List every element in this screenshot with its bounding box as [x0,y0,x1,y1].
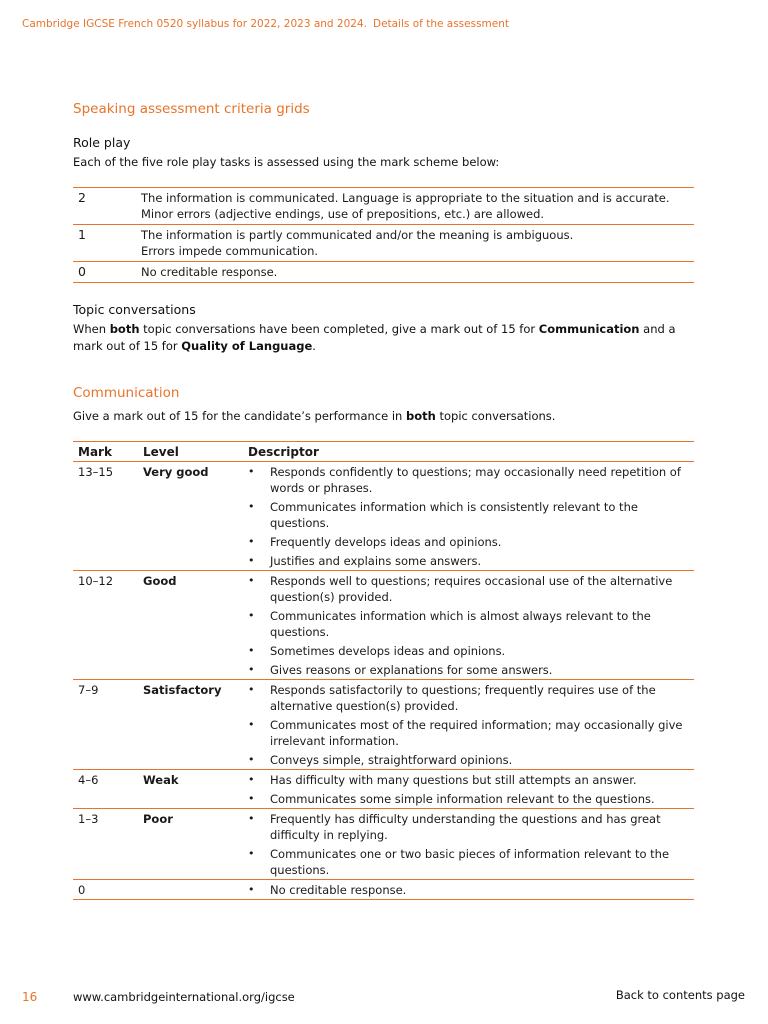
list-item [248,534,694,550]
descriptor-line: The information is partly communicated and/or the meaning is ambiguous. [141,228,574,242]
bullet-icon: • [248,500,255,513]
communication-heading: Communication [73,385,180,401]
level-cell: Weak [138,770,243,809]
intro-bold: both [405,409,436,423]
page-number: 16 [22,990,38,1004]
mark-cell: 7–9 [73,680,138,770]
intro-text: Give a mark out of 15 for the candidate’s performance in [73,409,406,423]
descriptor-text: Responds confidently to questions; may occasionally need repetition of words or phrases. [270,465,681,495]
list-item [248,811,694,843]
descriptor-text: Has difficulty with many questions but still attempts an answer. [270,773,637,787]
list-item [248,608,694,640]
role-play-descriptor [141,188,694,225]
role-play-mark: 1 [73,225,141,262]
list-item [248,662,694,678]
descriptor-cell [243,462,694,571]
table-row [73,571,694,680]
role-play-mark: 0 [73,262,141,283]
bullet-icon: • [248,663,255,676]
descriptor-text: Communicates most of the required information; may occasionally give irrelevant information. [270,718,683,748]
list-item [248,772,694,788]
column-header-mark: Mark [73,442,138,462]
table-row [73,809,694,880]
mark-cell: 1–3 [73,809,138,880]
topic-text: . [312,339,316,353]
descriptor-text: Communicates one or two basic pieces of information relevant to the questions. [270,847,670,877]
descriptor-text: Frequently develops ideas and opinions. [270,535,502,549]
role-play-heading: Role play [73,135,131,150]
column-header-level: Level [138,442,243,462]
topic-bold: Communication [538,322,640,336]
topic-text: topic conversations have been completed, give a mark out of 15 for [139,322,539,336]
descriptor-text: Justifies and explains some answers. [270,554,482,568]
running-header [22,18,509,30]
bullet-icon: • [248,773,255,786]
descriptor-text: Responds satisfactorily to questions; frequently requires use of the alternative question(s) provided. [270,683,656,713]
bullet-icon: • [248,883,255,896]
topic-text: and a mark out of 15 for [73,322,676,353]
list-item [248,643,694,659]
list-item [248,573,694,605]
speaking-heading: Speaking assessment criteria grids [73,101,310,117]
table-row [73,880,694,900]
communication-table [73,441,694,900]
descriptor-text: Gives reasons or explanations for some answers. [270,663,553,677]
role-play-descriptor [141,262,694,283]
list-item [248,882,694,898]
bullet-icon: • [248,554,255,567]
bullet-icon: • [248,574,255,587]
descriptor-text: No creditable response. [270,883,407,897]
list-item [248,752,694,768]
descriptor-cell [243,880,694,900]
descriptor-line: Minor errors (adjective endings, use of prepositions, etc.) are allowed. [141,207,545,221]
list-item [248,846,694,878]
footer-url[interactable]: www.cambridgeinternational.org/igcse [73,990,295,1004]
descriptor-text: Frequently has difficulty understanding the questions and has great difficulty in replying. [270,812,661,842]
bullet-icon: • [248,812,255,825]
mark-cell: 0 [73,880,138,900]
topic-text: When [73,322,110,336]
mark-cell: 10–12 [73,571,138,680]
bullet-icon: • [248,792,255,805]
bullet-icon: • [248,609,255,622]
level-cell: Good [138,571,243,680]
table-row [73,462,694,571]
list-item [248,499,694,531]
topic-bold: Quality of Language [181,339,313,353]
descriptor-text: Sometimes develops ideas and opinions. [270,644,506,658]
role-play-row [73,188,694,225]
bullet-icon: • [248,644,255,657]
descriptor-text: Communicates some simple information relevant to the questions. [270,792,655,806]
bullet-icon: • [248,465,255,478]
level-cell [138,880,243,900]
topic-paragraph [73,321,703,355]
mark-cell: 13–15 [73,462,138,571]
table-row [73,770,694,809]
descriptor-list [248,573,694,678]
descriptor-cell [243,809,694,880]
descriptor-line: The information is communicated. Language is appropriate to the situation and is accurate. [141,191,670,205]
list-item [248,791,694,807]
role-play-descriptor [141,225,694,262]
descriptor-list [248,682,694,768]
bullet-icon: • [248,535,255,548]
descriptor-list [248,464,694,569]
bullet-icon: • [248,718,255,731]
header-title: Cambridge IGCSE French 0520 syllabus for 2022, 2023 and 2024. [22,18,367,30]
descriptor-text: Conveys simple, straightforward opinions. [270,753,513,767]
bullet-icon: • [248,753,255,766]
topic-heading: Topic conversations [73,302,196,317]
descriptor-cell [243,770,694,809]
table-header-row [73,442,694,462]
list-item [248,682,694,714]
descriptor-line: No creditable response. [141,265,278,279]
mark-cell: 4–6 [73,770,138,809]
intro-text: topic conversations. [435,409,556,423]
level-cell: Poor [138,809,243,880]
level-cell: Satisfactory [138,680,243,770]
header-section: Details of the assessment [373,18,510,30]
bullet-icon: • [248,847,255,860]
list-item [248,464,694,496]
descriptor-list [248,882,694,898]
list-item [248,553,694,569]
bullet-icon: • [248,683,255,696]
topic-bold: both [109,322,140,336]
role-play-mark: 2 [73,188,141,225]
table-row [73,680,694,770]
role-play-table [73,187,694,283]
back-to-contents-link[interactable]: Back to contents page [615,988,745,1002]
communication-intro [73,408,703,425]
list-item [248,717,694,749]
descriptor-text: Communicates information which is consistently relevant to the questions. [270,500,638,530]
level-cell: Very good [138,462,243,571]
descriptor-list [248,772,694,807]
role-play-row [73,225,694,262]
descriptor-cell [243,571,694,680]
descriptor-text: Responds well to questions; requires occasional use of the alternative question(s) provided. [270,574,673,604]
descriptor-line: Errors impede communication. [141,244,319,258]
descriptor-list [248,811,694,878]
role-play-intro: Each of the five role play tasks is assessed using the mark scheme below: [73,155,500,169]
column-header-descriptor: Descriptor [243,442,694,462]
descriptor-text: Communicates information which is almost always relevant to the questions. [270,609,651,639]
descriptor-cell [243,680,694,770]
role-play-row [73,262,694,283]
